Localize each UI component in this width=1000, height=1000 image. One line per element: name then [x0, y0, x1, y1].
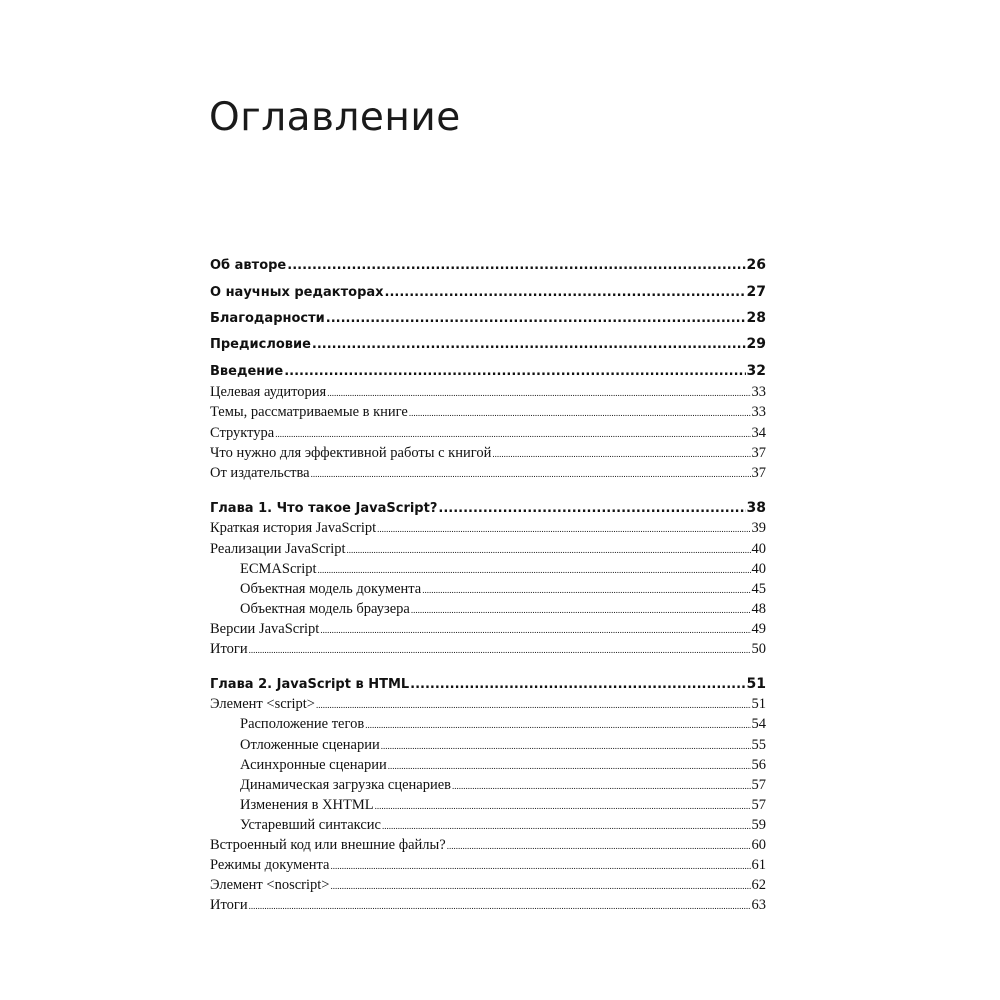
- toc-entry-title: Об авторе: [210, 258, 287, 273]
- toc-leader-dots: [388, 757, 751, 776]
- toc-entry-title: О научных редакторах: [210, 285, 384, 300]
- toc-leader-dots: [287, 257, 745, 275]
- toc-entry-title: Элемент <noscript>: [210, 876, 330, 893]
- toc-subsection-entry: [210, 580, 766, 599]
- toc-section-entry: [210, 640, 766, 659]
- toc-page-number: 51: [746, 676, 766, 692]
- toc-leader-dots: [311, 465, 751, 484]
- toc-page-number: 56: [751, 756, 766, 773]
- toc-section-entry: [210, 540, 766, 559]
- toc-section-entry: [210, 519, 766, 538]
- toc-leader-dots: [438, 500, 745, 518]
- toc-leader-dots: [447, 837, 751, 856]
- toc-entry-title: Объектная модель документа: [240, 580, 422, 597]
- toc-page-number: 29: [746, 336, 766, 352]
- toc-entry-title: Асинхронные сценарии: [240, 756, 387, 773]
- toc-page-number: 45: [751, 580, 766, 597]
- toc-page-number: 50: [751, 640, 766, 657]
- toc-heading-entry: [210, 256, 766, 274]
- toc-page-number: 48: [751, 600, 766, 617]
- toc-entry-title: Режимы документа: [210, 856, 330, 873]
- toc-leader-dots: [327, 384, 750, 403]
- toc-section-entry: [210, 620, 766, 639]
- toc-heading-entry: [210, 283, 766, 301]
- toc-entry-title: Изменения в XHTML: [240, 796, 374, 813]
- toc-subsection-entry: [210, 756, 766, 775]
- toc-section-entry: [210, 444, 766, 463]
- toc-leader-dots: [381, 737, 751, 756]
- toc-entry-title: От издательства: [210, 464, 310, 481]
- toc-entry-title: Расположение тегов: [240, 715, 365, 732]
- toc-subsection-entry: [210, 715, 766, 734]
- toc-heading-entry: [210, 499, 766, 517]
- toc-leader-dots: [382, 817, 751, 836]
- toc-section-entry: [210, 403, 766, 422]
- toc-page-number: 26: [746, 257, 766, 273]
- toc-entry-title: Введение: [210, 364, 284, 379]
- toc-heading-entry: [210, 675, 766, 693]
- toc-entry-title: Версии JavaScript: [210, 620, 320, 637]
- toc-subsection-entry: [210, 776, 766, 795]
- toc-page-number: 37: [751, 444, 766, 461]
- toc-page-number: 61: [751, 856, 766, 873]
- toc-entry-title: Краткая история JavaScript: [210, 519, 377, 536]
- toc-subsection-entry: [210, 736, 766, 755]
- toc-entry-title: Благодарности: [210, 311, 325, 326]
- toc-leader-dots: [330, 877, 750, 896]
- toc-page-number: 57: [751, 796, 766, 813]
- toc-entry-title: Объектная модель браузера: [240, 600, 410, 617]
- toc-page-number: 38: [746, 500, 766, 516]
- toc-page-number: 60: [751, 836, 766, 853]
- toc-leader-dots: [422, 581, 750, 600]
- toc-entry-title: Отложенные сценарии: [240, 736, 380, 753]
- toc-page-number: 34: [751, 424, 766, 441]
- toc-section-entry: [210, 695, 766, 714]
- toc-section-entry: [210, 464, 766, 483]
- toc-leader-dots: [326, 310, 746, 328]
- toc-subsection-entry: [210, 796, 766, 815]
- toc-entry-title: Структура: [210, 424, 275, 441]
- page-title: Оглавление: [209, 95, 461, 140]
- toc-leader-dots: [249, 897, 751, 916]
- toc-page-number: 28: [746, 310, 766, 326]
- toc-page-number: 55: [751, 736, 766, 753]
- toc-page-number: 63: [751, 896, 766, 913]
- toc-entry-title: Глава 1. Что такое JavaScript?: [210, 501, 438, 516]
- toc-page-number: 33: [751, 403, 766, 420]
- toc-entry-title: Устаревший синтаксис: [240, 816, 381, 833]
- toc-section-entry: [210, 876, 766, 895]
- toc-section-entry: [210, 424, 766, 443]
- toc-page-number: 40: [751, 540, 766, 557]
- toc-subsection-entry: [210, 560, 766, 579]
- toc-entry-title: Что нужно для эффективной работы с книгой: [210, 444, 492, 461]
- toc-entry-title: Реализации JavaScript: [210, 540, 346, 557]
- toc-entry-title: Элемент <script>: [210, 695, 315, 712]
- toc-leader-dots: [275, 425, 750, 444]
- toc-leader-dots: [312, 336, 746, 354]
- toc-section-entry: [210, 836, 766, 855]
- toc-page-number: 27: [746, 284, 766, 300]
- toc-page-number: 49: [751, 620, 766, 637]
- toc-page-number: 33: [751, 383, 766, 400]
- toc-entry-title: Целевая аудитория: [210, 383, 327, 400]
- toc-leader-dots: [330, 857, 750, 876]
- toc-page-number: 37: [751, 464, 766, 481]
- toc-entry-title: Встроенный код или внешние файлы?: [210, 836, 446, 853]
- toc-entry-title: Глава 2. JavaScript в HTML: [210, 677, 410, 692]
- toc-leader-dots: [249, 641, 751, 660]
- toc-leader-dots: [320, 621, 750, 640]
- toc-page-number: 59: [751, 816, 766, 833]
- toc-entry-title: Предисловие: [210, 337, 311, 352]
- toc-leader-dots: [411, 601, 751, 620]
- toc-leader-dots: [410, 676, 745, 694]
- toc-leader-dots: [316, 696, 751, 715]
- toc-heading-entry: [210, 309, 766, 327]
- toc-page-number: 62: [751, 876, 766, 893]
- toc-entry-title: Итоги: [210, 896, 248, 913]
- toc-page-number: 51: [751, 695, 766, 712]
- toc-leader-dots: [375, 797, 751, 816]
- toc-leader-dots: [347, 541, 751, 560]
- toc-leader-dots: [385, 284, 746, 302]
- toc-leader-dots: [492, 445, 750, 464]
- toc-leader-dots: [409, 404, 751, 423]
- toc-leader-dots: [365, 716, 750, 735]
- toc-page-number: 32: [746, 363, 766, 379]
- toc-entry-title: Темы, рассматриваемые в книге: [210, 403, 408, 420]
- toc-leader-dots: [318, 561, 751, 580]
- toc-entry-title: ECMAScript: [240, 560, 317, 577]
- toc-heading-entry: [210, 362, 766, 380]
- toc-subsection-entry: [210, 816, 766, 835]
- toc-page-number: 40: [751, 560, 766, 577]
- toc-section-entry: [210, 856, 766, 875]
- toc-heading-entry: [210, 335, 766, 353]
- toc-leader-dots: [377, 520, 750, 539]
- toc-page-number: 54: [751, 715, 766, 732]
- toc-leader-dots: [284, 363, 745, 381]
- toc-leader-dots: [452, 777, 750, 796]
- toc-subsection-entry: [210, 600, 766, 619]
- toc-page-number: 39: [751, 519, 766, 536]
- toc-entry-title: Динамическая загрузка сценариев: [240, 776, 452, 793]
- toc-page-number: 57: [751, 776, 766, 793]
- toc-section-entry: [210, 383, 766, 402]
- toc-section-entry: [210, 896, 766, 915]
- toc-entry-title: Итоги: [210, 640, 248, 657]
